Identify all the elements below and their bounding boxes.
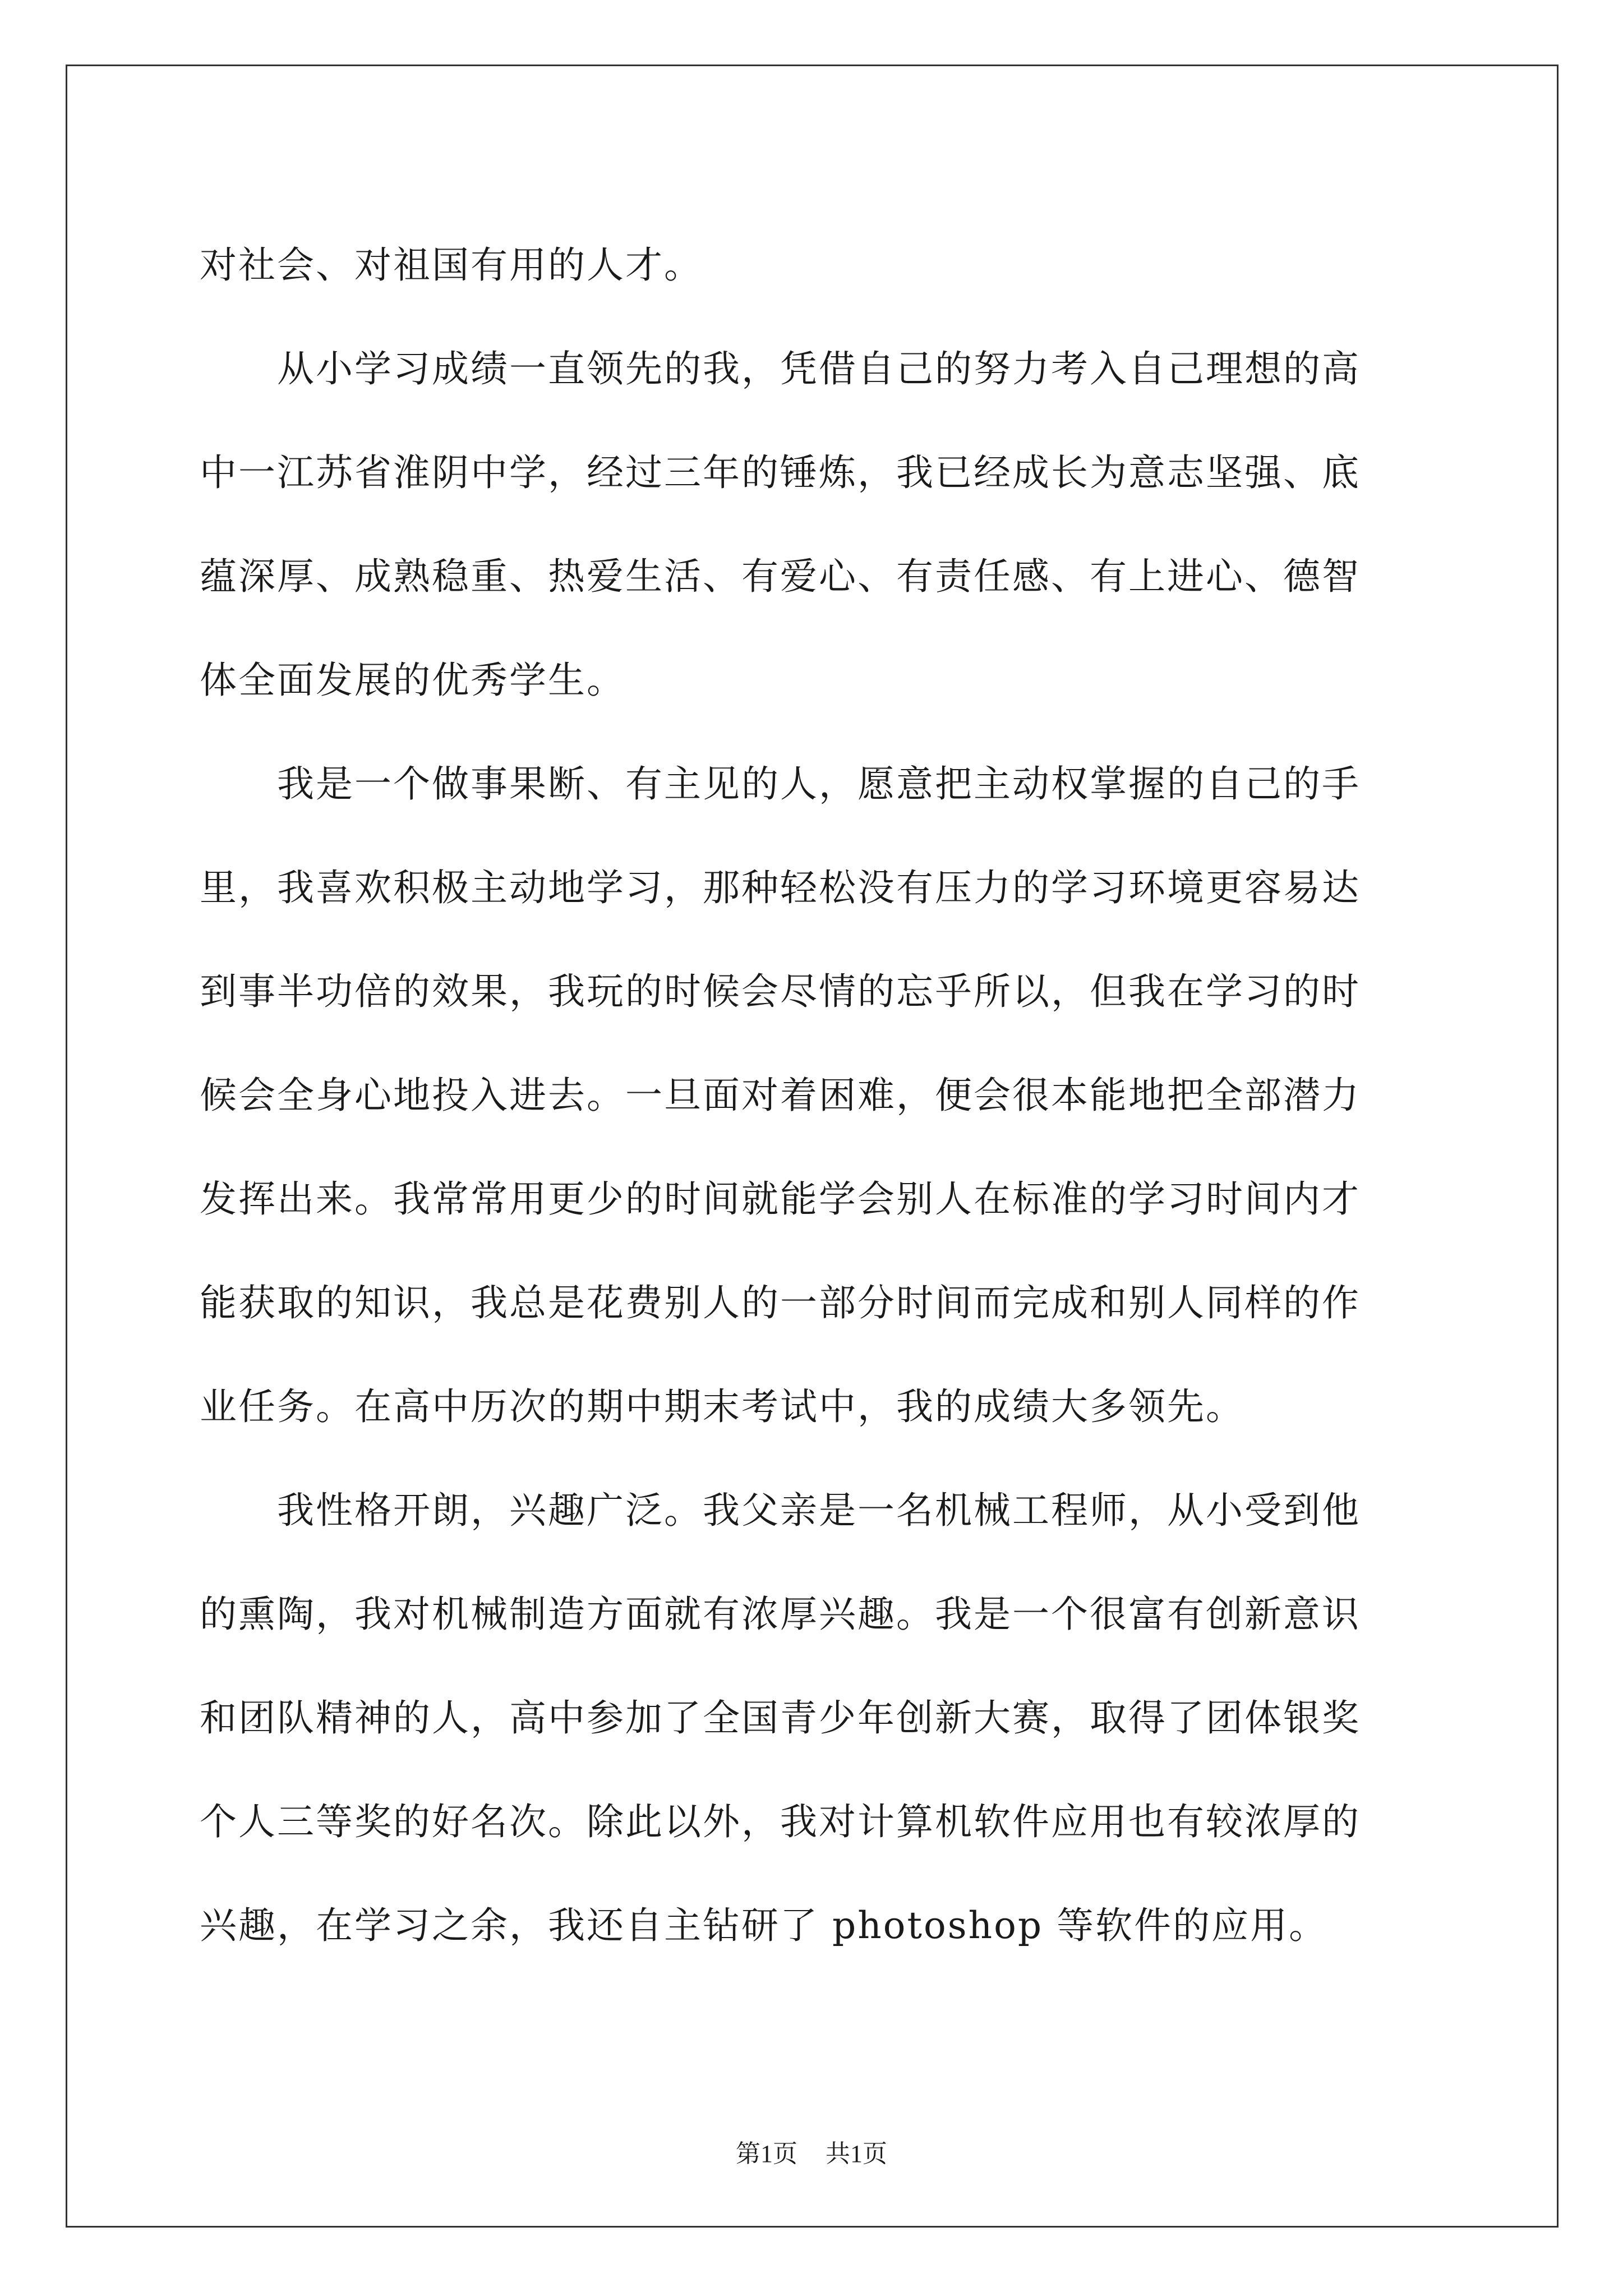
text-line: 里，我喜欢积极主动地学习，那种轻松没有压力的学习环境更容易达 <box>200 866 1361 909</box>
text-line: 发挥出来。我常常用更少的时间就能学会别人在标准的学习时间内才 <box>200 1177 1361 1221</box>
text-line: 业任务。在高中历次的期中期末考试中，我的成绩大多领先。 <box>200 1385 1244 1428</box>
text-line: 和团队精神的人，高中参加了全国青少年创新大赛，取得了团体银奖 <box>200 1696 1361 1740</box>
text-line: 对社会、对祖国有用的人才。 <box>200 243 703 287</box>
page-number-current: 第1页 <box>736 2140 797 2168</box>
page-footer <box>0 2138 1623 2170</box>
document-body <box>200 213 1428 1977</box>
page-number-total: 共1页 <box>826 2140 887 2168</box>
text-line: 体全面发展的优秀学生。 <box>200 659 625 702</box>
text-line: 能获取的知识，我总是花费别人的一部分时间而完成和别人同样的作 <box>200 1281 1361 1324</box>
text-line: 个人三等奖的好名次。除此以外，我对计算机软件应用也有较浓厚的 <box>200 1800 1361 1843</box>
text-line: 我性格开朗，兴趣广泛。我父亲是一名机械工程师，从小受到他 <box>200 1489 1361 1532</box>
text-line: 我是一个做事果断、有主见的人，愿意把主动权掌握的自己的手 <box>200 762 1361 806</box>
text-line: 从小学习成绩一直领先的我，凭借自己的努力考入自己理想的高 <box>200 347 1361 390</box>
text-line: 中一江苏省淮阴中学，经过三年的锤炼，我已经成长为意志坚强、底 <box>200 451 1361 494</box>
text-line: 蕴深厚、成熟稳重、热爱生活、有爱心、有责任感、有上进心、德智 <box>200 555 1361 598</box>
text-line: 候会全身心地投入进去。一旦面对着困难，便会很本能地把全部潜力 <box>200 1074 1361 1117</box>
text-line: 的熏陶，我对机械制造方面就有浓厚兴趣。我是一个很富有创新意识 <box>200 1593 1361 1636</box>
text-line: 到事半功倍的效果，我玩的时候会尽情的忘乎所以，但我在学习的时 <box>200 970 1361 1013</box>
text-line: 兴趣，在学习之余，我还自主钻研了 photoshop 等软件的应用。 <box>200 1904 1328 1947</box>
